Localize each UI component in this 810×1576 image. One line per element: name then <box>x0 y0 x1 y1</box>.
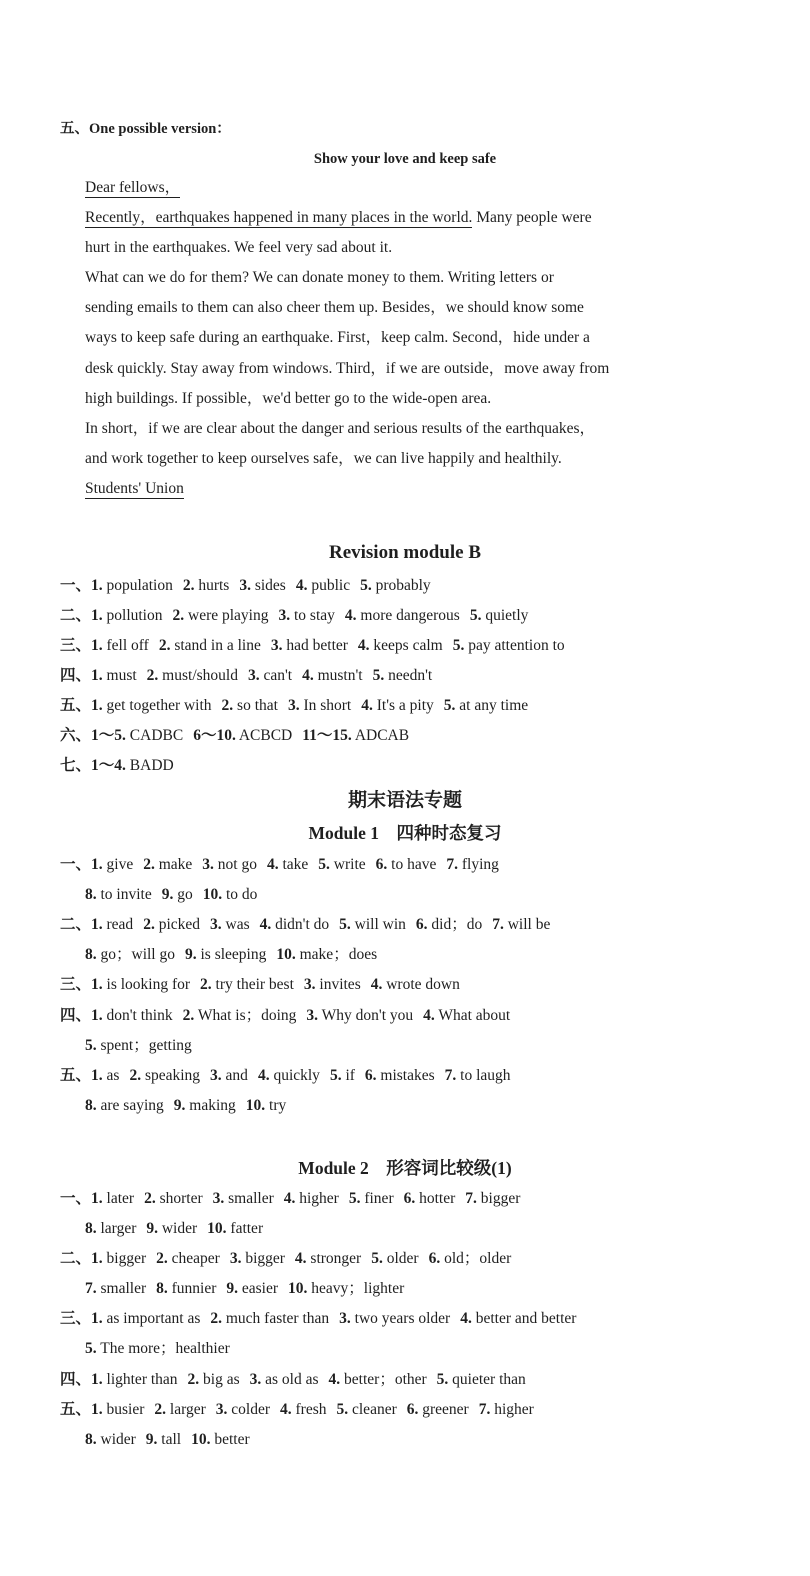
essay-greeting <box>85 178 180 198</box>
answer-number: 7. <box>446 856 458 873</box>
answer-text: pollution <box>102 607 163 624</box>
answer-text: can't <box>259 667 293 684</box>
essay-line: ways to keep safe during an earthquake. First，keep calm. Second，hide under a <box>85 329 590 346</box>
answer-number: 10. <box>207 1220 227 1237</box>
essay-line: In short，if we are clear about the danger and serious results of the earthquakes， <box>85 420 596 437</box>
answer-text: CADBC <box>125 727 184 744</box>
answer-text: bigger <box>102 1250 147 1267</box>
answer-text: to laugh <box>456 1067 511 1084</box>
answer-number: 6. <box>364 1067 377 1084</box>
answer-number: 6. <box>428 1250 441 1267</box>
answer-number: 9. <box>173 1097 186 1114</box>
answer-text: will win <box>350 916 406 933</box>
greeting-underlined: Dear fellows， <box>85 179 181 196</box>
answer-number: 8. <box>85 946 97 963</box>
answer-number: 6. <box>403 1190 416 1207</box>
answer-text: as old as <box>261 1371 319 1388</box>
answer-number: 10. <box>202 886 223 903</box>
answer-text: cleaner <box>348 1401 397 1418</box>
section-label: 三、 <box>60 637 92 654</box>
section-label: 三、 <box>60 1310 92 1327</box>
answer-number: 4. <box>294 1250 307 1267</box>
answer-number: 7. <box>492 916 504 933</box>
answer-row <box>60 1309 576 1329</box>
answer-row <box>60 666 432 686</box>
answer-number: 4. <box>361 697 373 714</box>
answer-number: 10. <box>288 1280 308 1297</box>
answer-number: 3. <box>303 976 316 993</box>
answer-text: better；other <box>340 1371 427 1388</box>
answer-text: larger <box>166 1401 206 1418</box>
answer-text: The more；healthier <box>96 1340 230 1357</box>
answer-text: are saying <box>96 1097 164 1114</box>
answer-number: 4. <box>257 1067 270 1084</box>
answer-number: 3. <box>215 1401 228 1418</box>
answer-text: if <box>341 1067 355 1084</box>
answer-number: 1. <box>91 697 103 714</box>
answer-number: 4. <box>295 577 308 594</box>
answer-row <box>60 756 174 776</box>
answer-number: 4. <box>423 1007 435 1024</box>
answer-text: big as <box>199 1371 240 1388</box>
answer-text: did；do <box>427 916 483 933</box>
answer-row <box>85 945 377 965</box>
answer-number: 5. <box>469 607 482 624</box>
answer-text: was <box>221 916 250 933</box>
section-label: 一、 <box>60 577 92 594</box>
grammar-title: 期末语法专题 <box>347 790 462 811</box>
answer-text: mistakes <box>376 1067 435 1084</box>
answer-number: 4. <box>259 916 272 933</box>
answer-number: 3. <box>247 667 260 684</box>
answer-number: 1. <box>91 667 103 684</box>
answer-text: two years older <box>350 1310 451 1327</box>
answer-text: spent；getting <box>96 1037 192 1054</box>
answer-number: 3. <box>278 607 291 624</box>
answer-text: What is；doing <box>194 1007 297 1024</box>
essay-line: sending emails to them can also cheer them up. Besides，we should know some <box>85 299 584 316</box>
answer-text: population <box>102 577 173 594</box>
answer-text: will be <box>503 916 551 933</box>
answer-number: 5. <box>436 1371 449 1388</box>
answer-row <box>60 1189 520 1209</box>
answer-text: quieter than <box>448 1371 526 1388</box>
answer-text: making <box>185 1097 236 1114</box>
answer-row <box>60 915 550 935</box>
answer-text: wrote down <box>382 976 460 993</box>
answer-text: stronger <box>306 1250 362 1267</box>
answer-text: BADD <box>125 757 174 774</box>
answer-text: try <box>265 1097 287 1114</box>
answer-text: higher <box>490 1401 534 1418</box>
answer-text: invites <box>315 976 361 993</box>
answer-number: 5. <box>372 667 385 684</box>
answer-text: finer <box>360 1190 394 1207</box>
answer-row <box>60 1249 511 1269</box>
answer-row <box>60 606 528 626</box>
answer-number: 5. <box>85 1340 97 1357</box>
answer-number: 10. <box>276 946 296 963</box>
answer-number: 10. <box>245 1097 266 1114</box>
answer-number: 1. <box>91 916 103 933</box>
answer-number: 6. <box>406 1401 419 1418</box>
answer-number: 2. <box>156 1250 168 1267</box>
section-label: 四、 <box>60 1007 92 1024</box>
answer-number: 6. <box>375 856 388 873</box>
answer-text: public <box>307 577 351 594</box>
answer-number: 2. <box>210 1310 222 1327</box>
section-label: 五、 <box>60 1067 92 1084</box>
answer-number: 3. <box>229 1250 242 1267</box>
answer-number: 1. <box>91 1190 103 1207</box>
answer-number: 9. <box>146 1220 158 1237</box>
essay-line: Recently，earthquakes happened in many places in the world. Many people were <box>85 209 592 226</box>
answer-number: 1. <box>91 607 103 624</box>
answer-text: needn't <box>384 667 433 684</box>
answer-text: speaking <box>141 1067 201 1084</box>
answer-text: as important as <box>102 1310 201 1327</box>
answer-number: 2. <box>200 976 212 993</box>
answer-text: not go <box>213 856 257 873</box>
answer-number: 8. <box>85 886 97 903</box>
answer-number: 2. <box>129 1067 142 1084</box>
answer-text: later <box>102 1190 135 1207</box>
answer-number: 5. <box>85 1037 97 1054</box>
answer-text: more dangerous <box>356 607 460 624</box>
answer-text: easier <box>238 1280 279 1297</box>
answer-number: 2. <box>146 667 159 684</box>
section-label: 三、 <box>60 976 92 993</box>
answer-text: bigger <box>476 1190 521 1207</box>
answer-number: 9. <box>161 886 174 903</box>
answer-text: hurts <box>194 577 230 594</box>
answer-text: ACBCD <box>235 727 293 744</box>
answer-number: 8. <box>85 1220 97 1237</box>
answer-text: funnier <box>167 1280 217 1297</box>
answer-number: 5. <box>339 916 351 933</box>
answer-row <box>60 855 499 875</box>
answer-text: to invite <box>96 886 152 903</box>
answer-text: picked <box>154 916 201 933</box>
answer-number: 5. <box>371 1250 383 1267</box>
essay-line: desk quickly. Stay away from windows. Third，if we are outside，move away from <box>85 360 610 377</box>
answer-number: 8. <box>85 1097 97 1114</box>
answer-number: 3. <box>202 856 214 873</box>
section-label: 六、 <box>60 727 92 744</box>
answer-text: go；will go <box>96 946 175 963</box>
answer-number: 6. <box>415 916 428 933</box>
answer-number: 4. <box>328 1371 341 1388</box>
answer-number: 1. <box>91 856 103 873</box>
answer-row <box>85 1036 192 1056</box>
answer-row <box>85 1430 250 1450</box>
answer-text: probably <box>371 577 431 594</box>
answer-text: fell off <box>102 637 149 654</box>
answer-number: 5. <box>329 1067 342 1084</box>
answer-text: older <box>382 1250 419 1267</box>
answer-text: fresh <box>291 1401 327 1418</box>
answer-number: 3. <box>270 637 283 654</box>
answer-text: take <box>278 856 309 873</box>
answer-number: 9. <box>145 1431 158 1448</box>
answer-row <box>60 975 460 995</box>
answer-text: is looking for <box>102 976 191 993</box>
answer-text: make <box>154 856 193 873</box>
answer-number: 3. <box>339 1310 351 1327</box>
answer-number: 3. <box>210 916 222 933</box>
answer-text: It's a pity <box>372 697 434 714</box>
answer-text: must/should <box>158 667 238 684</box>
answer-number: 1. <box>91 1250 103 1267</box>
answer-number: 1. <box>91 637 103 654</box>
answer-text: hotter <box>415 1190 456 1207</box>
answer-number: 1. <box>91 1401 103 1418</box>
answer-number: 4. <box>266 856 279 873</box>
answer-number: 3. <box>287 697 300 714</box>
answer-text: as <box>102 1067 120 1084</box>
answer-text: try their best <box>211 976 294 993</box>
answer-number: 1. <box>91 1310 103 1327</box>
answer-text: better <box>210 1431 250 1448</box>
answer-number: 3. <box>249 1371 262 1388</box>
answer-number: 5. <box>443 697 456 714</box>
answer-row <box>60 1066 511 1086</box>
answer-row <box>85 1096 286 1116</box>
answer-number: 1～4. <box>91 757 126 774</box>
answer-number: 5. <box>452 637 465 654</box>
answer-text: much faster than <box>221 1310 330 1327</box>
answer-number: 2. <box>158 637 171 654</box>
section-label: 七、 <box>60 757 92 774</box>
answer-text: higher <box>295 1190 339 1207</box>
answer-text: smaller <box>96 1280 147 1297</box>
answer-number: 4. <box>460 1310 472 1327</box>
answer-number: 4. <box>280 1401 292 1418</box>
answer-text: give <box>102 856 134 873</box>
essay-line: What can we do for them? We can donate money to them. Writing letters or <box>85 269 554 286</box>
answer-number: 2. <box>143 856 155 873</box>
answer-text: must <box>102 667 137 684</box>
answer-number: 5. <box>336 1401 349 1418</box>
answer-text: so that <box>233 697 278 714</box>
answer-number: 5. <box>348 1190 361 1207</box>
answer-text: to have <box>387 856 437 873</box>
module1-title: Module 1 四种时态复习 <box>308 823 502 843</box>
answer-text: pay attention to <box>464 637 565 654</box>
answer-number: 2. <box>187 1371 200 1388</box>
answer-text: What about <box>434 1007 511 1024</box>
answer-text: make；does <box>295 946 378 963</box>
answer-number: 11～15. <box>302 727 352 744</box>
answer-text: get together with <box>102 697 212 714</box>
answer-number: 5. <box>360 577 372 594</box>
answer-number: 7. <box>465 1190 477 1207</box>
answer-number: 2. <box>221 697 234 714</box>
answer-text: cheaper <box>167 1250 220 1267</box>
answer-number: 4. <box>344 607 357 624</box>
answer-number: 1. <box>91 1067 103 1084</box>
answer-text: larger <box>96 1220 137 1237</box>
answer-number: 9. <box>226 1280 239 1297</box>
answer-number: 3. <box>212 1190 225 1207</box>
section-label: 一、 <box>60 1190 92 1207</box>
essay-signature <box>85 479 184 499</box>
answer-text: In short <box>299 697 352 714</box>
answer-text: and <box>221 1067 248 1084</box>
answer-row <box>60 1370 526 1390</box>
answer-text: don't think <box>102 1007 173 1024</box>
answer-row <box>85 885 257 905</box>
revision-title: Revision module B <box>328 542 482 563</box>
answer-text: heavy；lighter <box>307 1280 405 1297</box>
section-label: 二、 <box>60 916 92 933</box>
answer-number: 8. <box>156 1280 168 1297</box>
answer-number: 8. <box>85 1431 97 1448</box>
essay-label: 五、One possible version： <box>60 121 231 137</box>
answer-number: 2. <box>172 607 185 624</box>
answer-number: 4. <box>302 667 314 684</box>
topic-sentence-underlined: Recently，earthquakes happened in many places in the world. <box>85 209 473 226</box>
answer-text: is sleeping <box>196 946 267 963</box>
answer-row <box>60 1400 534 1420</box>
answer-text: to do <box>222 886 258 903</box>
answer-number: 1. <box>91 577 103 594</box>
answer-text: bigger <box>241 1250 285 1267</box>
essay-line: hurt in the earthquakes. We feel very sad about it. <box>85 239 393 256</box>
answer-text: sides <box>250 577 286 594</box>
answer-number: 1. <box>91 1371 103 1388</box>
section-label: 五、 <box>60 697 92 714</box>
answer-text: didn't do <box>271 916 330 933</box>
answer-text: ADCAB <box>351 727 410 744</box>
answer-text: read <box>102 916 134 933</box>
answer-text: to stay <box>290 607 335 624</box>
answer-text: at any time <box>455 697 529 714</box>
answer-text: lighter than <box>102 1371 178 1388</box>
answer-row <box>60 726 409 746</box>
answer-number: 6～10. <box>193 727 236 744</box>
answer-row <box>60 696 528 716</box>
essay-line: high buildings. If possible，we'd better go to the wide-open area. <box>85 390 492 407</box>
answer-number: 2. <box>182 577 195 594</box>
answer-text: were playing <box>184 607 269 624</box>
answer-text: fatter <box>226 1220 264 1237</box>
answer-text: wider <box>157 1220 198 1237</box>
answer-number: 9. <box>185 946 197 963</box>
answer-number: 4. <box>283 1190 296 1207</box>
answer-text: go <box>173 886 193 903</box>
answer-number: 2. <box>154 1401 167 1418</box>
answer-number: 3. <box>306 1007 319 1024</box>
answer-row <box>85 1219 263 1239</box>
module2-title: Module 2 形容词比较级(1) <box>298 1158 512 1178</box>
essay-line: and work together to keep ourselves safe，we can live happily and healthily. <box>85 450 562 467</box>
answer-text: quietly <box>481 607 529 624</box>
answer-number: 4. <box>370 976 383 993</box>
answer-text: smaller <box>224 1190 274 1207</box>
section-label: 二、 <box>60 1250 92 1267</box>
signature-underlined: Students' Union <box>85 480 184 497</box>
answer-row <box>60 636 565 656</box>
answer-text: mustn't <box>313 667 363 684</box>
answer-row <box>85 1339 230 1359</box>
section-label: 二、 <box>60 607 92 624</box>
essay-title: Show your love and keep safe <box>313 151 497 167</box>
answer-row <box>60 1006 510 1026</box>
answer-number: 7. <box>85 1280 97 1297</box>
answer-text: Why don't you <box>318 1007 414 1024</box>
answer-number: 1. <box>91 1007 103 1024</box>
answer-text: had better <box>282 637 348 654</box>
answer-text: wider <box>96 1431 136 1448</box>
answer-text: better and better <box>471 1310 577 1327</box>
answer-text: greener <box>418 1401 469 1418</box>
answer-text: busier <box>102 1401 145 1418</box>
answer-text: tall <box>157 1431 182 1448</box>
answer-number: 2. <box>143 916 155 933</box>
answer-number: 1. <box>91 976 103 993</box>
section-label: 五、 <box>60 1401 92 1418</box>
answer-text: stand in a line <box>170 637 261 654</box>
section-label: 四、 <box>60 667 92 684</box>
answer-text: colder <box>227 1401 270 1418</box>
answer-number: 4. <box>357 637 370 654</box>
answer-number: 3. <box>210 1067 222 1084</box>
answer-number: 1～5. <box>91 727 126 744</box>
answer-text: write <box>329 856 366 873</box>
answer-text: shorter <box>155 1190 203 1207</box>
answer-number: 3. <box>239 577 251 594</box>
answer-number: 2. <box>182 1007 195 1024</box>
answer-number: 2. <box>144 1190 156 1207</box>
section-label: 一、 <box>60 856 92 873</box>
answer-text: quickly <box>269 1067 320 1084</box>
answer-row <box>60 576 431 596</box>
answer-number: 5. <box>318 856 330 873</box>
section-label: 四、 <box>60 1371 92 1388</box>
answer-text: old；older <box>440 1250 512 1267</box>
answer-number: 7. <box>478 1401 491 1418</box>
answer-number: 10. <box>191 1431 211 1448</box>
answer-text: flying <box>457 856 499 873</box>
answer-row <box>85 1279 404 1299</box>
answer-number: 7. <box>444 1067 457 1084</box>
answer-text: keeps calm <box>369 637 443 654</box>
